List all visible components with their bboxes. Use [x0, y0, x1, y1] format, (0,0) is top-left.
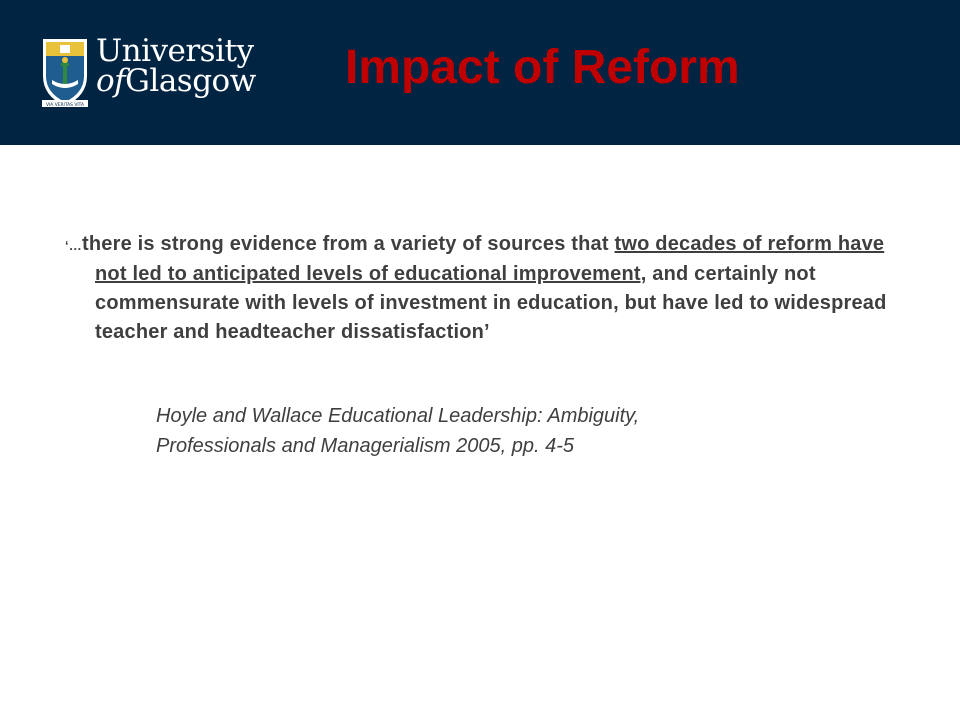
- logo-of: of: [96, 63, 126, 99]
- logo-line-university: University: [96, 33, 254, 69]
- quote-rest: and certainly not commensurate with levels of investment in education, but have led to widespread teacher and headteacher dissatisfaction’: [95, 263, 887, 343]
- slide-title: Impact of Reform: [345, 41, 740, 94]
- logo-glasgow: Glasgow: [125, 63, 256, 99]
- citation-line-1: Hoyle and Wallace Educational Leadership: Ambiguity,: [156, 405, 640, 427]
- citation: [156, 401, 876, 461]
- quote-lead: there is strong evidence from a variety of sources that: [82, 233, 615, 255]
- quote-text: [65, 230, 895, 347]
- logo-line-glasgow: [96, 63, 256, 99]
- university-crest-icon: [40, 36, 90, 108]
- header-bar: [0, 0, 960, 145]
- quote-open-mark: ‘…: [65, 238, 83, 253]
- logo-wordmark: [96, 33, 256, 99]
- logo-motto: VIA VERITAS VITA: [46, 103, 84, 108]
- citation-line-2: Professionals and Managerialism 2005, pp. 4-5: [156, 435, 575, 457]
- quote-underlined: two decades of reform have not led to anticipated levels of educational improvement,: [95, 233, 885, 285]
- university-logo: [40, 33, 260, 108]
